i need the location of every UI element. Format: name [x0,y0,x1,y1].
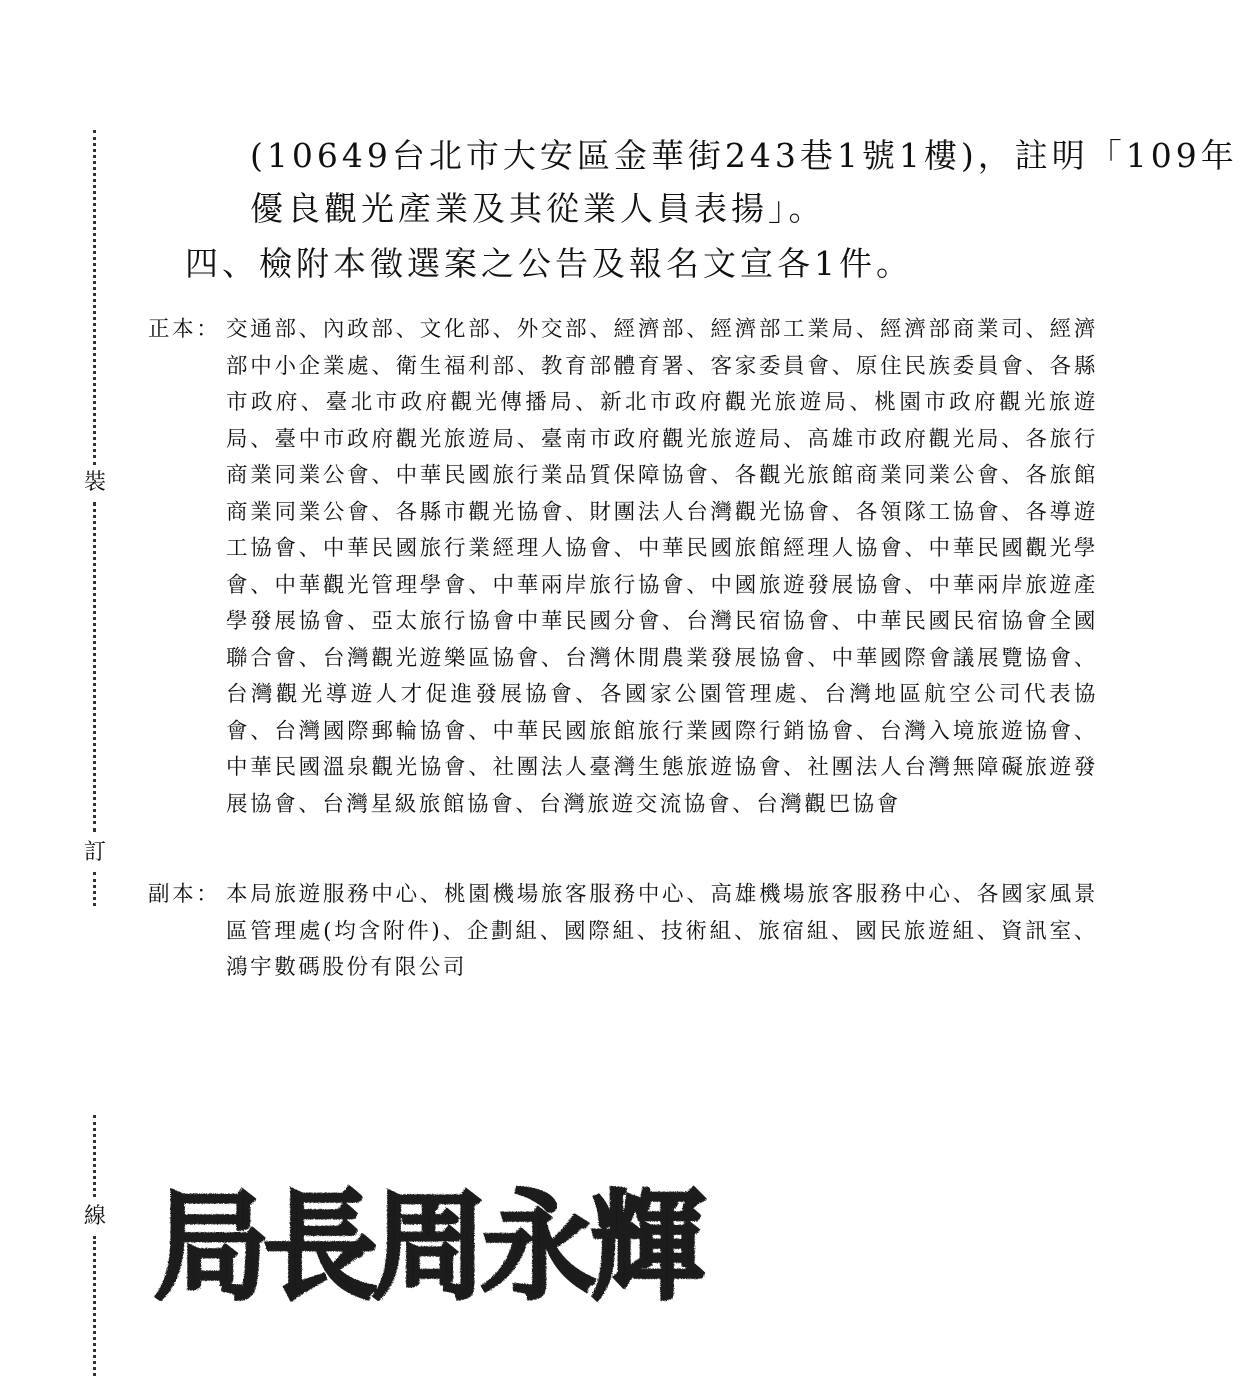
binding-dotted-line [93,502,96,832]
binding-dotted-line [93,1236,96,1376]
address-line: (10649台北市大安區金華街243巷1號1樓)，註明「109年 [250,136,1238,175]
main-recipients-block [148,312,1098,823]
binding-dotted-line [93,130,96,465]
signature-stamp [150,1150,720,1320]
binding-dotted-line [93,1115,96,1197]
binding-char-ding: 訂 [84,840,107,865]
item-four: 四、檢附本徵選案之公告及報名文宣各1件。 [185,244,913,283]
copy-recipients-block [148,877,1098,987]
copy-recipients-list: 本局旅遊服務中心、桃園機場旅客服務中心、高雄機場旅客服務中心、各國家風景區管理處(均含附件)、企劃組、國際組、技術組、旅宿組、國民旅遊組、資訊室、鴻宇數碼股份有限公司 [226,882,1098,980]
binding-dotted-line [93,872,96,906]
main-recipients-list: 交通部、內政部、文化部、外交部、經濟部、經濟部工業局、經濟部商業司、經濟部中小企業處、衛生福利部、教育部體育署、客家委員會、原住民族委員會、各縣市政府、臺北市政府觀光傳播局、新北市政府觀光旅遊局、桃園市政府觀光旅遊局、臺中市政府觀光旅遊局、臺南市政府觀光旅遊局、高雄市政府觀光局、各旅行商業同業公會、中華民國旅行業品質保障協會、各觀光旅館商業同業公會、各旅館商業同業公會、各縣市觀光協會、財團法人台灣觀光協會、各領隊工協會、各導遊工協會、中華民國旅行業經理人協會、中華民國旅館經理人協會、中華民國觀光學會、中華觀光管理學會、中華兩岸旅行協會、中國旅遊發展協會、中華兩岸旅遊產學發展協會、亞太旅行協會中華民國分會、台灣民宿協會、中華民國民宿協會全國聯合會、台灣觀光遊樂區協會、台灣休閒農業發展協會、中華國際會議展覽協會、台灣觀光導遊人才促進發展協會、各國家公園管理處、台灣地區航空公司代表協會、台灣國際郵輪協會、中華民國旅館旅行業國際行銷協會、台灣入境旅遊協會、中華民國溫泉觀光協會、社團法人臺灣生態旅遊協會、社團法人台灣無障礙旅遊發展協會、台灣星級旅館協會、台灣旅遊交流協會、台灣觀巴協會 [226,317,1098,817]
copy-recipients-label: 副本： [148,882,221,907]
subject-line: 優良觀光產業及其從業人員表揚」。 [250,189,826,228]
signature-text: 局長周永輝 [154,1177,705,1316]
main-recipients-label: 正本： [148,317,221,342]
binding-margin [84,130,106,1380]
binding-char-zhuang: 裝 [84,470,107,495]
binding-char-xian: 線 [84,1204,107,1229]
